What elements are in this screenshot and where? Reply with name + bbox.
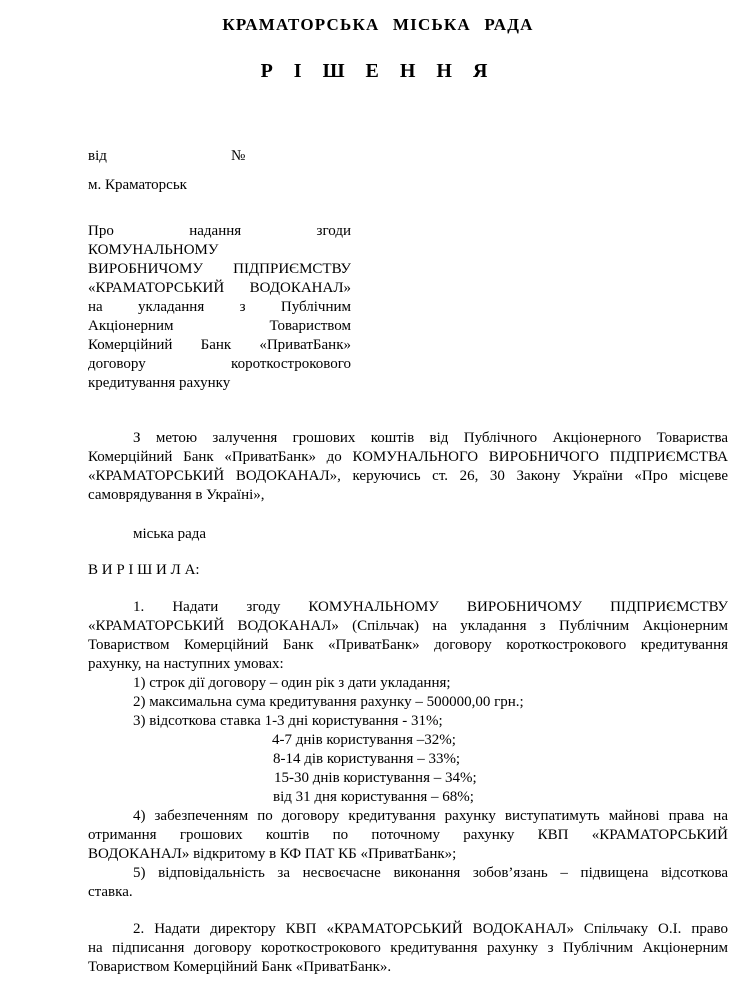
preamble-line: самоврядування в Україні», xyxy=(88,487,265,503)
council-label: міська рада xyxy=(133,526,207,542)
rate-item: 15-30 днів користування – 34%; xyxy=(274,770,477,786)
subject-line: «КРАМАТОРСЬКИЙ ВОДОКАНАЛ» xyxy=(88,280,351,296)
condition5-line: 5) відповідальність за несвоєчасне виконання зобов’язань – підвищена відсоткова xyxy=(133,865,728,881)
item1-line: «КРАМАТОРСЬКИЙ ВОДОКАНАЛ» (Спільчак) на укладання з Публічним Акціонерним xyxy=(88,618,728,634)
preamble-line: «КРАМАТОРСЬКИЙ ВОДОКАНАЛ», керуючись ст. 26, 30 Закону України «Про місцеве xyxy=(88,468,728,484)
preamble-line: З метою залучення грошових коштів від Публічного Акціонерного Товариства xyxy=(133,430,728,446)
subject-line: Комерційний Банк «ПриватБанк» xyxy=(88,337,351,353)
item2-line: 2. Надати директору КВП «КРАМАТОРСЬКИЙ ВОДОКАНАЛ» Спільчаку О.І. право xyxy=(133,921,728,937)
subject-line: Акціонерним Товариством xyxy=(88,318,351,334)
item1-line: Товариством Комерційний Банк «ПриватБанк» договору короткострокового кредитування xyxy=(88,637,728,653)
document-type-title: Р І Ш Е Н Н Я xyxy=(260,60,496,82)
condition-item: 1) строк дії договору – один рік з дати укладання; xyxy=(133,675,451,691)
subject-line: ВИРОБНИЧОМУ ПІДПРИЄМСТВУ xyxy=(88,261,351,277)
council-title: КРАМАТОРСЬКА МІСЬКА РАДА xyxy=(222,15,534,34)
subject-line: КОМУНАЛЬНОМУ xyxy=(88,242,219,258)
rate-item: 4-7 днів користування –32%; xyxy=(272,732,456,748)
rate-item: 8-14 дів користування – 33%; xyxy=(273,751,461,767)
city-label: м. Краматорськ xyxy=(88,177,187,193)
condition-item: 2) максимальна сума кредитування рахунку – 500000,00 грн.; xyxy=(133,694,524,710)
subject-line: Про надання згоди xyxy=(88,223,351,239)
item2-line: на підписання договору короткострокового кредитування рахунку з Публічним Акціонерним xyxy=(88,940,728,956)
date-label: від xyxy=(88,148,107,164)
item1-line: рахунку, на наступних умовах: xyxy=(88,656,284,672)
subject-line: на укладання з Публічним xyxy=(88,299,351,315)
condition4-line: 4) забезпеченням по договору кредитування рахунку виступатимуть майнові права на xyxy=(133,808,728,824)
condition4-line: отримання грошових коштів по поточному рахунку КВП «КРАМАТОРСЬКИЙ xyxy=(88,827,728,843)
number-label: № xyxy=(231,148,246,164)
item1-line: 1. Надати згоду КОМУНАЛЬНОМУ ВИРОБНИЧОМУ ПІДПРИЄМСТВУ xyxy=(133,599,728,615)
preamble-line: Комерційний Банк «ПриватБанк» до КОМУНАЛЬНОГО ВИРОБНИЧОГО ПІДПРИЄМСТВА xyxy=(88,449,728,465)
resolved-heading: В И Р І Ш И Л А: xyxy=(88,562,200,578)
item2-line: Товариством Комерційний Банк «ПриватБанк». xyxy=(88,959,392,975)
subject-line: кредитування рахунку xyxy=(88,375,231,391)
condition5-line: ставка. xyxy=(88,884,133,900)
rate-item: від 31 дня користування – 68%; xyxy=(273,789,474,805)
subject-line: договору короткострокового xyxy=(88,356,351,372)
condition-item: 3) відсоткова ставка 1-3 дні користування - 31%; xyxy=(133,713,443,729)
condition4-line: ВОДОКАНАЛ» відкритому в КФ ПАТ КБ «ПриватБанк»; xyxy=(88,846,457,862)
